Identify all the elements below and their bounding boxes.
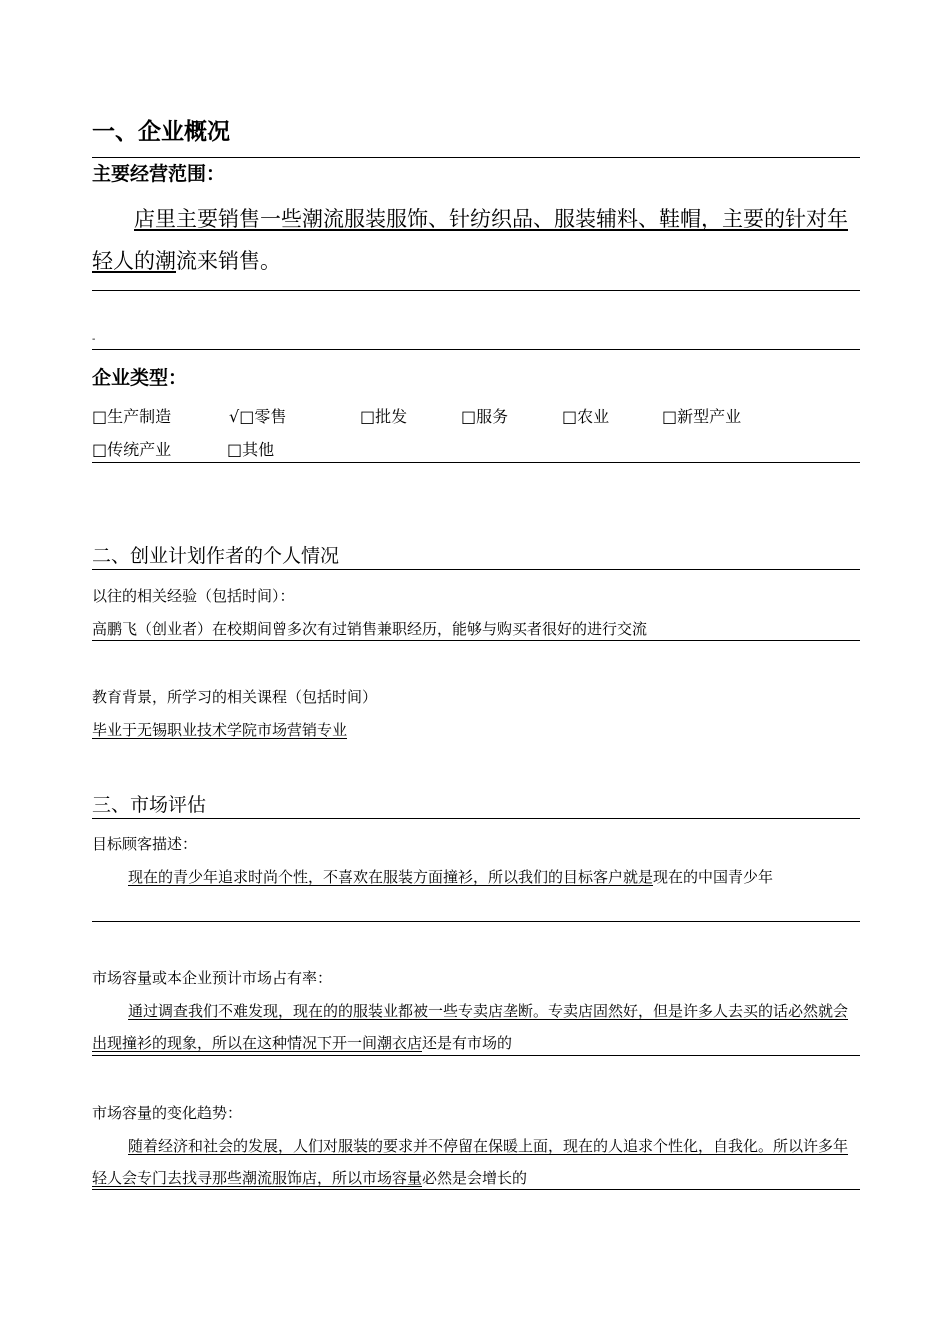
target-rule bbox=[92, 921, 860, 922]
education-text: 毕业于无锡职业技术学院市场营销专业 bbox=[92, 721, 348, 739]
type-option-agriculture[interactable]: □农业 bbox=[562, 407, 610, 426]
capacity-rule bbox=[92, 1055, 860, 1056]
target-text-plain: 现在的中国青少年 bbox=[653, 868, 774, 886]
type-option-other[interactable]: □其他 bbox=[227, 440, 275, 459]
section2-title-rule bbox=[92, 569, 860, 570]
trend-paragraph bbox=[92, 1130, 860, 1194]
scope-rule-1 bbox=[92, 290, 860, 291]
section3-title-rule bbox=[92, 818, 860, 819]
scope-rule-2 bbox=[92, 349, 860, 350]
type-option-manufacturing[interactable]: □生产制造 bbox=[92, 407, 172, 426]
type-option-traditional[interactable]: □传统产业 bbox=[92, 440, 172, 459]
type-option-new-industry[interactable]: □新型产业 bbox=[662, 407, 742, 426]
target-paragraph bbox=[92, 861, 860, 893]
capacity-text-plain: 还是有市场的 bbox=[422, 1034, 513, 1052]
section1-title-rule bbox=[92, 157, 860, 158]
capacity-text-underlined: 通过调查我们不难发现，现在的的服装业都被一些专卖店垄断。专卖店固然好，但是许多人去买的话必然就会出现撞衫的现象，所以在这种情况下开一间潮衣店 bbox=[92, 1002, 849, 1052]
experience-label: 以往的相关经验（包括时间）： bbox=[92, 587, 295, 605]
target-label: 目标顾客描述： bbox=[92, 835, 198, 853]
experience-text: 高鹏飞（创业者）在校期间曾多次有过销售兼职经历，能够与购买者很好的进行交流 bbox=[92, 620, 648, 638]
type-title: 企业类型： bbox=[92, 367, 188, 389]
type-option-service[interactable]: □服务 bbox=[461, 407, 509, 426]
education-label: 教育背景，所学习的相关课程（包括时间） bbox=[92, 688, 378, 706]
section2-title: 二、创业计划作者的个人情况 bbox=[92, 545, 340, 567]
blank-line-mark: - bbox=[92, 334, 96, 345]
scope-paragraph bbox=[92, 198, 860, 282]
experience-rule bbox=[92, 640, 860, 641]
trend-label: 市场容量的变化趋势： bbox=[92, 1104, 243, 1122]
trend-text-plain: 必然是会增长的 bbox=[422, 1169, 528, 1187]
section3-title: 三、市场评估 bbox=[92, 794, 207, 816]
type-rule bbox=[92, 462, 860, 463]
trend-text-underlined: 随着经济和社会的发展，人们对服装的要求并不停留在保暖上面，现在的人追求个性化，自我化。所以许多年轻人会专门去找寻那些潮流服饰店，所以市场容量 bbox=[92, 1137, 849, 1187]
trend-rule bbox=[92, 1189, 860, 1190]
section1-title: 一、企业概况 bbox=[92, 119, 230, 145]
scope-text-plain: 流来销售。 bbox=[176, 249, 281, 273]
capacity-paragraph bbox=[92, 995, 860, 1059]
type-option-wholesale[interactable]: □批发 bbox=[360, 407, 408, 426]
capacity-label: 市场容量或本企业预计市场占有率： bbox=[92, 969, 333, 987]
target-text-underlined: 现在的青少年追求时尚个性，不喜欢在服装方面撞衫，所以我们的目标客户就是 bbox=[128, 868, 654, 886]
scope-title: 主要经营范围： bbox=[92, 163, 226, 185]
type-option-retail-checked[interactable]: √□零售 bbox=[229, 407, 287, 426]
scope-text-underlined: 店里主要销售一些潮流服装服饰、针纺织品、服装辅料、鞋帽，主要的针对年轻人的潮 bbox=[92, 207, 848, 273]
